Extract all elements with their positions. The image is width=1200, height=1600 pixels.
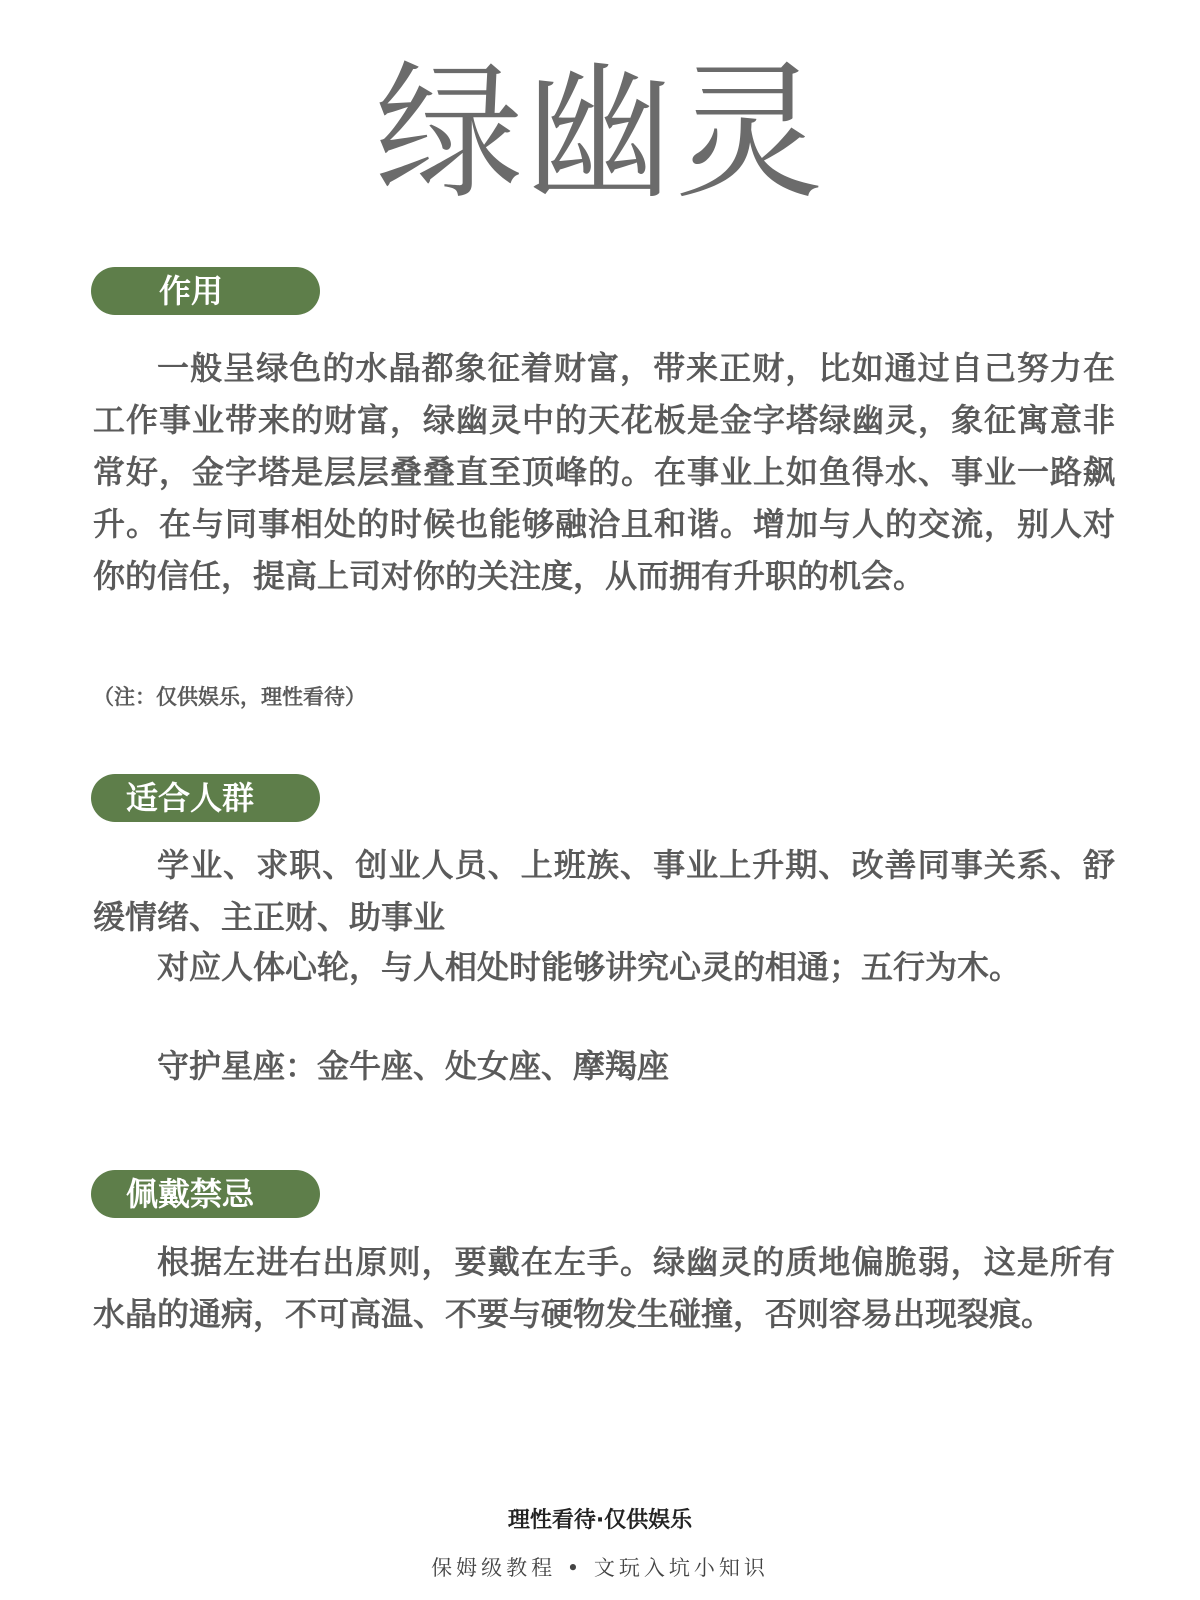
section-heading-effect: [91, 267, 320, 315]
section-heading-label: 适合人群: [126, 779, 255, 817]
footer-tagline: 理性看待·仅供娱乐: [507, 1508, 693, 1533]
disclaimer-note: （注：仅供娱乐，理性看待）: [93, 685, 366, 709]
section-heading-label: 佩戴禁忌: [126, 1175, 255, 1213]
footer-series: 保姆级教程 • 文玩入坑小知识: [431, 1556, 769, 1580]
zodiac-line: 守护星座：金牛座、处女座、摩羯座: [157, 1047, 670, 1085]
section-heading-label: 作用: [159, 272, 224, 310]
page-title: 绿幽灵: [375, 47, 825, 219]
section-body-taboo: 根据左进右出原则，要戴在左手。绿幽灵的质地偏脆弱，这是所有水晶的通病，不可高温、不要与硬物发生碰撞，否则容易出现裂痕。: [93, 1243, 1115, 1333]
section-body-audience: 学业、求职、创业人员、上班族、事业上升期、改善同事关系、舒缓情绪、主正财、助事业: [93, 846, 1115, 936]
section-body-effect: 一般呈绿色的水晶都象征着财富，带来正财，比如通过自己努力在工作事业带来的财富，绿幽灵中的天花板是金字塔绿幽灵，象征寓意非常好，金字塔是层层叠叠直至顶峰的。在事业上如鱼得水、事业一路飙升。在与同事相处的时候也能够融洽且和谐。增加与人的交流，别人对你的信任，提高上司对你的关注度，从而拥有升职的机会。: [93, 349, 1115, 595]
section-heading-audience: [91, 774, 320, 822]
section-heading-taboo: [91, 1170, 320, 1218]
chakra-line: 对应人体心轮，与人相处时能够讲究心灵的相通；五行为木。: [157, 948, 1022, 986]
